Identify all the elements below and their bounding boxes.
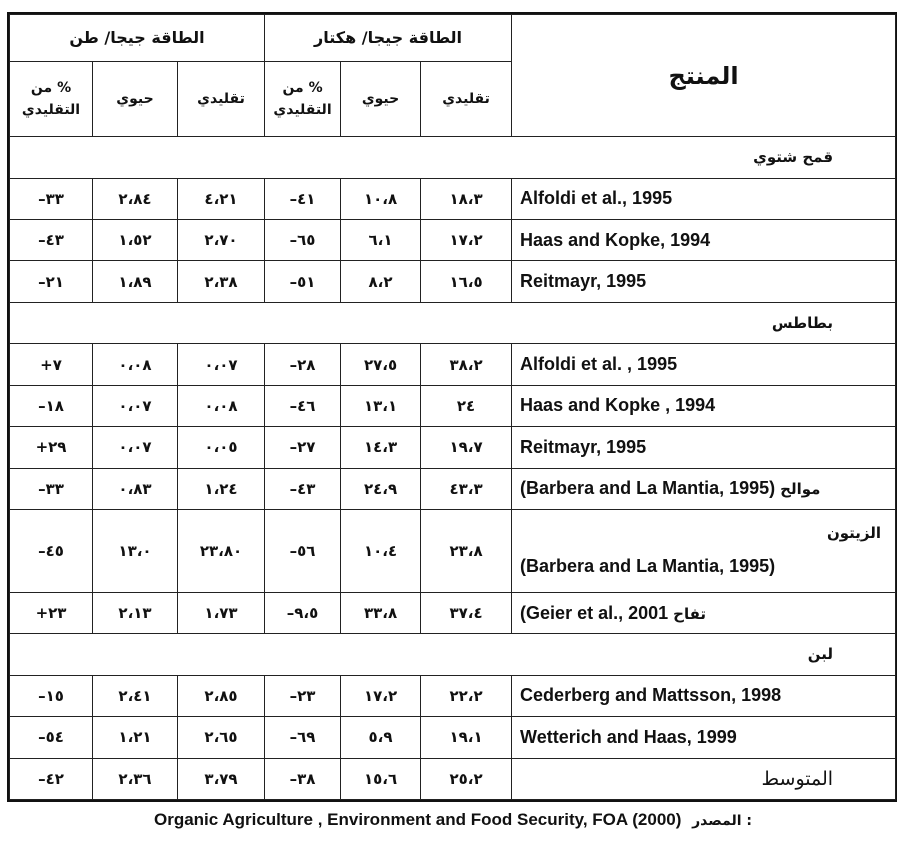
ha-conventional: ٢٥،٢ bbox=[421, 758, 512, 799]
t-conventional: ٢،٦٥ bbox=[178, 717, 265, 758]
t-percent: ٣٣– bbox=[10, 468, 93, 509]
table-row bbox=[10, 261, 896, 302]
ha-conventional: ٣٨،٢ bbox=[421, 344, 512, 385]
row-source: (Barbera and La Mantia, 1995) موالح bbox=[512, 468, 896, 509]
header-product: المنتج bbox=[512, 15, 896, 137]
row-source: Haas and Kopke , 1994 bbox=[512, 385, 896, 426]
t-organic: ٢،٣٦ bbox=[93, 758, 178, 799]
t-organic: ١٣،٠ bbox=[93, 509, 178, 592]
t-conventional: ٢٣،٨٠ bbox=[178, 509, 265, 592]
ha-organic: ٥،٩ bbox=[341, 717, 421, 758]
ha-organic: ٦،١ bbox=[341, 220, 421, 261]
t-conventional: ٤،٢١ bbox=[178, 178, 265, 219]
t-organic: ٠،٠٧ bbox=[93, 385, 178, 426]
ha-percent: ٥٦– bbox=[265, 509, 341, 592]
t-percent: ٤٥– bbox=[10, 509, 93, 592]
t-percent: ٧+ bbox=[10, 344, 93, 385]
ha-conventional: ٢٢،٢ bbox=[421, 675, 512, 716]
t-percent: ٢٩+ bbox=[10, 427, 93, 468]
t-organic: ٢،٤١ bbox=[93, 675, 178, 716]
ha-percent: ٣٨– bbox=[265, 758, 341, 799]
ha-conventional: ١٩،٧ bbox=[421, 427, 512, 468]
header-t-percent: % من التقليدي bbox=[10, 61, 93, 137]
average-label: المتوسط bbox=[512, 758, 896, 799]
ha-conventional: ١٧،٢ bbox=[421, 220, 512, 261]
header-energy-per-hectare: الطاقة جيجا/ هكتار bbox=[265, 15, 512, 62]
ha-conventional: ١٨،٣ bbox=[421, 178, 512, 219]
t-conventional: ٠،٠٨ bbox=[178, 385, 265, 426]
row-source: Cederberg and Mattsson, 1998 bbox=[512, 675, 896, 716]
t-organic: ٢،٨٤ bbox=[93, 178, 178, 219]
t-conventional: ٠،٠٥ bbox=[178, 427, 265, 468]
t-organic: ١،٢١ bbox=[93, 717, 178, 758]
table-row bbox=[10, 178, 896, 219]
energy-table bbox=[9, 14, 896, 800]
row-source: Reitmayr, 1995 bbox=[512, 427, 896, 468]
table-row bbox=[10, 427, 896, 468]
ha-percent: ٤٣– bbox=[265, 468, 341, 509]
table-frame bbox=[7, 12, 897, 802]
ha-organic: ١٧،٢ bbox=[341, 675, 421, 716]
header-energy-per-ton: الطاقة جيجا/ طن bbox=[10, 15, 265, 62]
row-source: Reitmayr, 1995 bbox=[512, 261, 896, 302]
ha-percent: ٤١– bbox=[265, 178, 341, 219]
source-note bbox=[0, 810, 906, 830]
t-organic: ١،٨٩ bbox=[93, 261, 178, 302]
t-organic: ٠،٠٧ bbox=[93, 427, 178, 468]
table-row bbox=[10, 468, 896, 509]
average-row bbox=[10, 758, 896, 799]
t-percent: ٢٣+ bbox=[10, 592, 93, 633]
ha-percent: ٢٧– bbox=[265, 427, 341, 468]
t-conventional: ٢،٧٠ bbox=[178, 220, 265, 261]
ha-conventional: ٤٣،٣ bbox=[421, 468, 512, 509]
table-row bbox=[10, 344, 896, 385]
ha-organic: ٢٤،٩ bbox=[341, 468, 421, 509]
table-row bbox=[10, 717, 896, 758]
table-row bbox=[10, 220, 896, 261]
header-ha-organic: حيوي bbox=[341, 61, 421, 137]
t-conventional: ٢،٣٨ bbox=[178, 261, 265, 302]
section-potato: بطاطس bbox=[10, 302, 896, 343]
ha-percent: ٩،٥– bbox=[265, 592, 341, 633]
row-source: Alfoldi et al. , 1995 bbox=[512, 344, 896, 385]
header-t-organic: حيوي bbox=[93, 61, 178, 137]
table-row bbox=[10, 509, 896, 592]
ha-organic: ١٠،٤ bbox=[341, 509, 421, 592]
ha-percent: ٦٩– bbox=[265, 717, 341, 758]
t-percent: ١٥– bbox=[10, 675, 93, 716]
ha-conventional: ٢٣،٨ bbox=[421, 509, 512, 592]
t-conventional: ١،٢٤ bbox=[178, 468, 265, 509]
ha-percent: ٥١– bbox=[265, 261, 341, 302]
header-ha-conventional: تقليدي bbox=[421, 61, 512, 137]
header-t-conventional: تقليدي bbox=[178, 61, 265, 137]
row-source: الزيتون (Barbera and La Mantia, 1995) bbox=[512, 509, 896, 592]
t-percent: ٤٣– bbox=[10, 220, 93, 261]
ha-organic: ١٣،١ bbox=[341, 385, 421, 426]
t-percent: ٥٤– bbox=[10, 717, 93, 758]
table-row bbox=[10, 592, 896, 633]
ha-conventional: ٢٤ bbox=[421, 385, 512, 426]
ha-organic: ٣٣،٨ bbox=[341, 592, 421, 633]
t-conventional: ٠،٠٧ bbox=[178, 344, 265, 385]
row-source: (Geier et al., 2001 تفاح bbox=[512, 592, 896, 633]
ha-organic: ١٥،٦ bbox=[341, 758, 421, 799]
row-source: Wetterich and Haas, 1999 bbox=[512, 717, 896, 758]
t-percent: ١٨– bbox=[10, 385, 93, 426]
ha-percent: ٤٦– bbox=[265, 385, 341, 426]
t-organic: ١،٥٢ bbox=[93, 220, 178, 261]
t-conventional: ٣،٧٩ bbox=[178, 758, 265, 799]
ha-organic: ١٠،٨ bbox=[341, 178, 421, 219]
t-percent: ٤٢– bbox=[10, 758, 93, 799]
source-text: Organic Agriculture , Environment and Food Security, FOA (2000) bbox=[153, 810, 682, 829]
t-conventional: ٢،٨٥ bbox=[178, 675, 265, 716]
t-organic: ٠،٠٨ bbox=[93, 344, 178, 385]
section-winter-wheat: قمح شتوي bbox=[10, 137, 896, 178]
row-source: Haas and Kopke, 1994 bbox=[512, 220, 896, 261]
row-source: Alfoldi et al., 1995 bbox=[512, 178, 896, 219]
ha-conventional: ٣٧،٤ bbox=[421, 592, 512, 633]
ha-conventional: ١٩،١ bbox=[421, 717, 512, 758]
t-organic: ٢،١٣ bbox=[93, 592, 178, 633]
header-ha-percent: % من التقليدي bbox=[265, 61, 341, 137]
ha-organic: ٢٧،٥ bbox=[341, 344, 421, 385]
table-row bbox=[10, 675, 896, 716]
t-percent: ٣٣– bbox=[10, 178, 93, 219]
ha-percent: ٦٥– bbox=[265, 220, 341, 261]
ha-percent: ٢٨– bbox=[265, 344, 341, 385]
t-organic: ٠،٨٣ bbox=[93, 468, 178, 509]
section-milk: لبن bbox=[10, 634, 896, 675]
source-label: المصدر : bbox=[692, 813, 752, 829]
table-row bbox=[10, 385, 896, 426]
t-percent: ٢١– bbox=[10, 261, 93, 302]
ha-organic: ١٤،٣ bbox=[341, 427, 421, 468]
ha-organic: ٨،٢ bbox=[341, 261, 421, 302]
ha-conventional: ١٦،٥ bbox=[421, 261, 512, 302]
t-conventional: ١،٧٣ bbox=[178, 592, 265, 633]
ha-percent: ٢٣– bbox=[265, 675, 341, 716]
